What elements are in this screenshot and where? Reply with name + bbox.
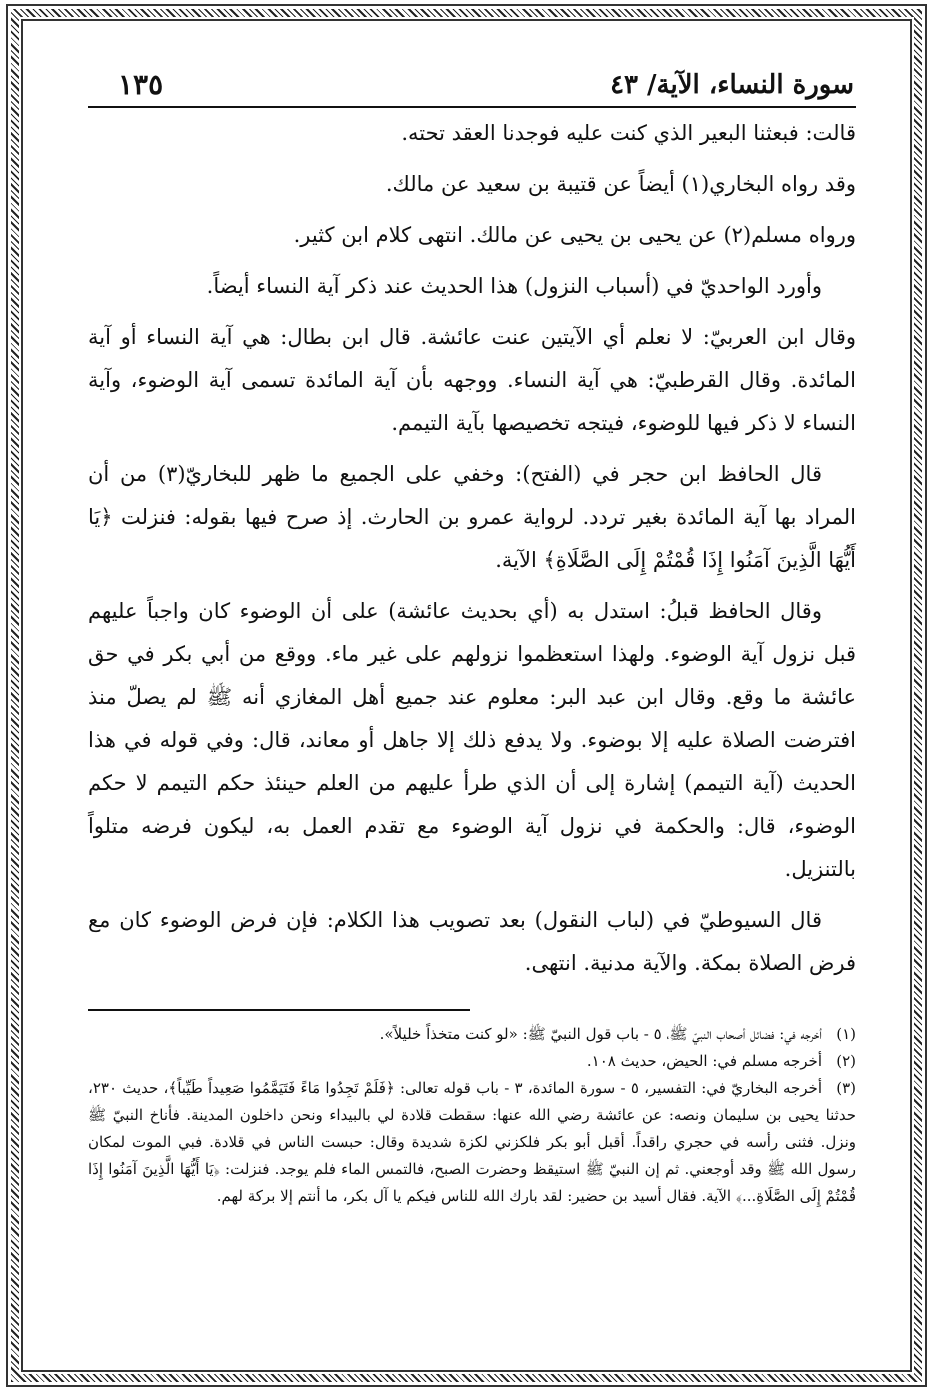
footnote bbox=[88, 1021, 856, 1048]
footnote bbox=[88, 1075, 856, 1210]
running-header bbox=[88, 58, 856, 108]
footnote-separator bbox=[88, 1009, 470, 1011]
paragraph: وقد رواه البخاري(١) أيضاً عن قتيبة بن سعيد عن مالك. bbox=[385, 172, 856, 196]
paragraph: قال الحافظ ابن حجر في (الفتح): وخفي على الجميع ما ظهر للبخاريّ(٣) من أن المراد بها آية المائدة بغير تردد. لرواية عمرو بن الحارث. إذ صرح فيها بقوله: فنزلت ﴿يَا أَيُّهَا الَّذِينَ آمَنُوا إِذَا قُمْتُمْ إِلَى الصَّلَاةِ﴾ الآية. bbox=[88, 462, 856, 572]
footnote-text: أخرجه البخاريّ في: التفسير، ٥ - سورة المائدة، ٣ - باب قوله تعالى: ﴿فَلَمْ تَجِدُوا مَاءً فَتَيَمَّمُوا صَعِيداً طَيِّباً﴾، حديث ٢٣٠، حدثنا يحيى بن سليمان ونصه: عن عائشة رضي الله عنها: سقطت قلادة لي بالبيداء ونحن داخلون المدينة. فأناخ النبيّ ﷺ ونزل. فثنى رأسه في حجري راقداً. أقبل أبو بكر فلكزني لكزة شديدة وقال: حبست الناس في قلادة. فبي الموت لمكان رسول الله ﷺ وقد أوجعني. ثم إن النبيّ ﷺ استيقظ وحضرت الصبح، فالتمس الماء فلم يوجد. فنزلت: ﴿يَا أَيُّهَا الَّذِينَ آمَنُوا إِذَا قُمْتُمْ إِلَى الصَّلَاةِ...﴾ الآية. فقال أسيد بن حضير: لقد بارك الله للناس فيكم يا آل بكر، ما أنتم إلا بركة لهم. bbox=[88, 1079, 856, 1205]
paragraph: وقال ابن العربيّ: لا نعلم أي الآيتين عنت عائشة. قال ابن بطال: هي آية النساء أو آية المائدة. وقال القرطبيّ: هي آية النساء. ووجهه بأن آية المائدة تسمى آية الوضوء، وآية النساء لا ذكر فيها للوضوء، فيتجه تخصيصها بآية التيمم. bbox=[88, 325, 856, 435]
footnote-text: أخرجه مسلم في: الحيض، حديث ١٠٨. bbox=[586, 1052, 822, 1070]
footnote-text: أخرجه في: فضائل أصحاب النبيّ ﷺ، ٥ - باب قول النبيّ ﷺ: «لو كنت متخذاً خليلاً». bbox=[379, 1025, 822, 1043]
main-text bbox=[88, 112, 856, 985]
footnotes bbox=[88, 1021, 856, 1210]
paragraph: قالت: فبعثنا البعير الذي كنت عليه فوجدنا العقد تحته. bbox=[401, 121, 856, 145]
footnote-number: (٣) bbox=[836, 1079, 856, 1097]
paragraph: وقال الحافظ قبلُ: استدل به (أي بحديث عائشة) على أن الوضوء كان واجباً عليهم قبل نزول آية الوضوء. ولهذا استعظموا نزولهم على غير ماء. ووقع من أبي بكر في حق عائشة ما وقع. وقال ابن عبد البر: معلوم عند جميع أهل المغازي أنه ﷺ لم يصلّ منذ افترضت الصلاة عليه إلا بوضوء. ولا يدفع ذلك إلا جاهل أو معاند، قال: وفي قوله في هذا الحديث (آية التيمم) إشارة إلى أن الذي طرأ عليهم من العلم حينئذ حكم التيمم لا حكم الوضوء، قال: والحكمة في نزول آية الوضوء مع تقدم العمل به، ليكون فرضه متلواً بالتنزيل. bbox=[88, 599, 856, 881]
footnote bbox=[88, 1048, 856, 1075]
page-number: ١٣٥ bbox=[118, 68, 164, 101]
header-title: سورة النساء، الآية/ ٤٣ bbox=[610, 70, 854, 100]
paragraph: وأورد الواحديّ في (أسباب النزول) هذا الحديث عند ذكر آية النساء أيضاً. bbox=[206, 274, 822, 298]
page-content bbox=[88, 58, 856, 1210]
footnote-number: (٢) bbox=[836, 1052, 856, 1070]
footnote-number: (١) bbox=[836, 1025, 856, 1043]
paragraph: ورواه مسلم(٢) عن يحيى بن يحيى عن مالك. انتهى كلام ابن كثير. bbox=[293, 223, 856, 247]
paragraph: قال السيوطيّ في (لباب النقول) بعد تصويب هذا الكلام: فإن فرض الوضوء كان مع فرض الصلاة بمكة. والآية مدنية. انتهى. bbox=[88, 908, 856, 975]
